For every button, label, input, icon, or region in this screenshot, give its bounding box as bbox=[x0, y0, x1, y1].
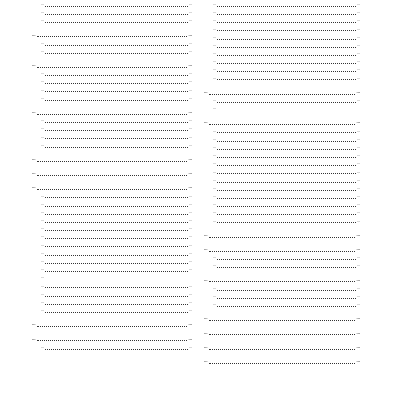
toc-dot-leader bbox=[45, 122, 188, 123]
toc-dot-leader bbox=[217, 182, 356, 183]
toc-page-number: … bbox=[188, 48, 192, 53]
toc-entry bbox=[204, 25, 360, 33]
toc-dot-leader bbox=[217, 259, 356, 260]
toc-dot-leader bbox=[209, 320, 356, 321]
toc-entry-title: … bbox=[41, 250, 45, 255]
toc-entry-title: … bbox=[41, 71, 45, 76]
toc-entry bbox=[32, 257, 192, 265]
toc-dot-leader bbox=[209, 237, 356, 238]
toc-dot-leader bbox=[45, 130, 188, 131]
toc-dot-leader bbox=[217, 30, 356, 31]
toc-page-number: … bbox=[188, 87, 192, 92]
toc-page-number: … bbox=[188, 226, 192, 231]
toc-entry-title: … bbox=[213, 128, 217, 133]
toc-dot-leader bbox=[37, 189, 188, 190]
toc-entry-title: … bbox=[213, 293, 217, 298]
toc-entry-title: … bbox=[41, 283, 45, 288]
toc-entry-title: … bbox=[213, 26, 217, 31]
toc-page-number: … bbox=[188, 18, 192, 23]
toc-entry-title: … bbox=[204, 88, 208, 94]
toc-entry-title: … bbox=[204, 276, 208, 282]
toc-page-number: … bbox=[356, 67, 360, 72]
toc-page-number: … bbox=[356, 1, 360, 6]
toc-dot-leader bbox=[209, 334, 356, 335]
toc-entry bbox=[204, 33, 360, 41]
toc-dot-leader bbox=[45, 230, 188, 231]
toc-page-number: … bbox=[356, 185, 360, 190]
toc-entry bbox=[204, 96, 360, 104]
toc-entry bbox=[204, 127, 360, 135]
toc-entry-title: … bbox=[213, 34, 217, 39]
toc-page-number: … bbox=[356, 161, 360, 166]
toc-entry-title: … bbox=[213, 18, 217, 23]
toc-dot-leader bbox=[45, 246, 188, 247]
toc-dot-leader bbox=[37, 340, 188, 341]
toc-entry bbox=[204, 66, 360, 74]
toc-entry-title: … bbox=[32, 155, 36, 161]
toc-page-number: … bbox=[188, 118, 192, 123]
toc-entry bbox=[32, 8, 192, 16]
toc-entry bbox=[204, 184, 360, 192]
toc-page-number: … bbox=[356, 231, 360, 237]
toc-entry bbox=[204, 104, 360, 112]
toc-dot-leader bbox=[45, 75, 188, 76]
toc-page-number: … bbox=[356, 276, 360, 282]
toc-dot-leader bbox=[45, 14, 188, 15]
toc-entry bbox=[32, 78, 192, 86]
toc-entry-title: … bbox=[41, 308, 45, 313]
toc-dot-leader bbox=[45, 222, 188, 223]
toc-entry-title: … bbox=[32, 184, 36, 190]
toc-section-heading bbox=[32, 320, 192, 328]
toc-entry bbox=[32, 94, 192, 102]
toc-dot-leader bbox=[209, 94, 356, 95]
toc-entry-title: … bbox=[32, 31, 36, 37]
toc-dot-leader bbox=[45, 138, 188, 139]
toc-dot-leader bbox=[45, 214, 188, 215]
toc-entry bbox=[32, 224, 192, 232]
toc-entry bbox=[204, 168, 360, 176]
toc-dot-leader bbox=[45, 271, 188, 272]
toc-page-number: … bbox=[188, 299, 192, 304]
toc-dot-leader bbox=[217, 47, 356, 48]
toc-dot-leader bbox=[209, 363, 356, 364]
toc-section-heading bbox=[204, 314, 360, 322]
toc-page-number: … bbox=[356, 18, 360, 23]
toc-entry-title: … bbox=[41, 259, 45, 264]
toc-dot-leader bbox=[37, 161, 188, 162]
toc-entry-title: … bbox=[213, 263, 217, 268]
toc-entry-title: … bbox=[213, 255, 217, 260]
toc-dot-leader bbox=[45, 238, 188, 239]
toc-entry-title: … bbox=[41, 267, 45, 272]
toc-dot-leader bbox=[217, 39, 356, 40]
toc-entry-title: … bbox=[32, 62, 36, 68]
toc-section-heading bbox=[32, 31, 192, 39]
toc-entry bbox=[32, 298, 192, 306]
toc-dot-leader bbox=[217, 222, 356, 223]
toc-entry-title: … bbox=[213, 51, 217, 56]
toc-entry bbox=[32, 16, 192, 24]
toc-dot-leader bbox=[217, 214, 356, 215]
toc-section-heading bbox=[32, 335, 192, 343]
toc-entry bbox=[32, 233, 192, 241]
toc-dot-leader bbox=[209, 251, 356, 252]
toc-section-heading bbox=[204, 343, 360, 351]
toc-page-number: … bbox=[188, 10, 192, 15]
toc-page-number: … bbox=[356, 119, 360, 125]
toc-page-number: … bbox=[356, 42, 360, 47]
toc-entry-title: … bbox=[41, 209, 45, 214]
toc-entry-title: … bbox=[213, 67, 217, 72]
toc-dot-leader bbox=[217, 206, 356, 207]
toc-entry-title: … bbox=[213, 98, 217, 103]
toc-dot-leader bbox=[45, 263, 188, 264]
toc-page-number: … bbox=[356, 26, 360, 31]
toc-page-number: … bbox=[188, 134, 192, 139]
toc-page-number: … bbox=[356, 194, 360, 199]
toc-entry bbox=[204, 74, 360, 82]
toc-entry-title: … bbox=[41, 142, 45, 147]
toc-page-number: … bbox=[356, 144, 360, 149]
toc-page-number: … bbox=[188, 308, 192, 313]
toc-dot-leader bbox=[45, 287, 188, 288]
toc-dot-leader bbox=[217, 298, 356, 299]
toc-page-number: … bbox=[188, 259, 192, 264]
toc-entry-title: … bbox=[32, 109, 36, 115]
toc-entry bbox=[204, 192, 360, 200]
toc-entry bbox=[32, 192, 192, 200]
toc-page-number: … bbox=[188, 109, 192, 115]
toc-page-number: … bbox=[188, 1, 192, 6]
toc-section-heading bbox=[204, 88, 360, 96]
toc-dot-leader bbox=[217, 141, 356, 142]
toc-dot-leader bbox=[217, 6, 356, 7]
toc-dot-leader bbox=[45, 6, 188, 7]
toc-entry bbox=[32, 69, 192, 77]
toc-dot-leader bbox=[37, 36, 188, 37]
toc-entry bbox=[32, 290, 192, 298]
toc-dot-leader bbox=[45, 83, 188, 84]
toc-page-number: … bbox=[188, 95, 192, 100]
toc-entry bbox=[32, 216, 192, 224]
toc-page-number: … bbox=[356, 169, 360, 174]
toc-entry bbox=[204, 292, 360, 300]
toc-dot-leader bbox=[37, 326, 188, 327]
toc-entry bbox=[32, 265, 192, 273]
toc-entry-title: … bbox=[213, 136, 217, 141]
toc-entry-title: … bbox=[213, 185, 217, 190]
toc-entry-title: … bbox=[41, 10, 45, 15]
toc-page-number: … bbox=[188, 71, 192, 76]
toc-entry-title: … bbox=[41, 126, 45, 131]
toc-dot-leader bbox=[209, 349, 356, 350]
toc-entry-title: … bbox=[41, 226, 45, 231]
toc-page-number: … bbox=[188, 184, 192, 190]
toc-page-number: … bbox=[356, 218, 360, 223]
toc-entry-title: … bbox=[41, 234, 45, 239]
toc-entry bbox=[32, 124, 192, 132]
toc-entry-title: … bbox=[204, 357, 208, 363]
toc-entry bbox=[204, 8, 360, 16]
toc-entry-title: … bbox=[213, 302, 217, 307]
toc-entry-title: … bbox=[32, 321, 36, 327]
toc-entry bbox=[204, 143, 360, 151]
toc-page-number: … bbox=[356, 128, 360, 133]
toc-dot-leader bbox=[217, 173, 356, 174]
toc-dot-leader bbox=[217, 190, 356, 191]
toc-left-column bbox=[32, 0, 192, 351]
toc-page-number: … bbox=[188, 201, 192, 206]
toc-page-number: … bbox=[188, 155, 192, 161]
toc-page-number: … bbox=[356, 285, 360, 290]
toc-entry-title: … bbox=[204, 329, 208, 335]
toc-entry-title: … bbox=[41, 1, 45, 6]
toc-page-number: … bbox=[188, 31, 192, 37]
toc-entry bbox=[204, 0, 360, 8]
toc-page-number: … bbox=[188, 250, 192, 255]
toc-entry bbox=[204, 253, 360, 261]
toc-dot-leader bbox=[45, 91, 188, 92]
toc-section-heading bbox=[32, 183, 192, 191]
toc-section-heading bbox=[32, 169, 192, 177]
toc-section-heading bbox=[204, 276, 360, 284]
toc-page-number: … bbox=[356, 51, 360, 56]
toc-entry-title: … bbox=[41, 275, 45, 280]
toc-page-number: … bbox=[188, 267, 192, 272]
toc-dot-leader bbox=[217, 71, 356, 72]
toc-page-number: … bbox=[356, 59, 360, 64]
toc-entry bbox=[32, 241, 192, 249]
toc-entry-title: … bbox=[41, 118, 45, 123]
toc-entry bbox=[32, 133, 192, 141]
toc-section-heading bbox=[204, 118, 360, 126]
toc-entry bbox=[204, 176, 360, 184]
toc-entry-title: … bbox=[41, 87, 45, 92]
toc-entry bbox=[204, 57, 360, 65]
toc-section-heading bbox=[32, 108, 192, 116]
toc-entry-title: … bbox=[213, 144, 217, 149]
toc-page-number: … bbox=[188, 170, 192, 176]
toc-entry-title: … bbox=[41, 79, 45, 84]
toc-dot-leader bbox=[45, 304, 188, 305]
toc-dot-leader bbox=[45, 53, 188, 54]
toc-dot-leader bbox=[217, 22, 356, 23]
toc-entry-title: … bbox=[213, 285, 217, 290]
toc-section-heading bbox=[204, 231, 360, 239]
toc-page-number: … bbox=[356, 136, 360, 141]
toc-entry bbox=[32, 273, 192, 281]
toc-entry-title: … bbox=[213, 210, 217, 215]
toc-dot-leader bbox=[45, 296, 188, 297]
toc-entry-title: … bbox=[213, 106, 217, 111]
toc-page-number: … bbox=[188, 234, 192, 239]
toc-dot-leader bbox=[37, 175, 188, 176]
toc-entry bbox=[204, 159, 360, 167]
toc-entry bbox=[32, 249, 192, 257]
toc-section-heading bbox=[204, 329, 360, 337]
toc-dot-leader bbox=[217, 149, 356, 150]
toc-entry-title: … bbox=[41, 95, 45, 100]
toc-dot-leader bbox=[209, 281, 356, 282]
toc-entry-title: … bbox=[213, 1, 217, 6]
toc-right-column bbox=[204, 0, 360, 365]
toc-page-number: … bbox=[188, 62, 192, 68]
toc-entry bbox=[32, 200, 192, 208]
toc-page-number: … bbox=[356, 88, 360, 94]
toc-page-number: … bbox=[188, 142, 192, 147]
toc-dot-leader bbox=[45, 349, 188, 350]
toc-entry bbox=[32, 306, 192, 314]
toc-entry-title: … bbox=[41, 18, 45, 23]
toc-section-heading bbox=[204, 245, 360, 253]
toc-entry-title: … bbox=[213, 42, 217, 47]
toc-page-number: … bbox=[356, 153, 360, 158]
toc-page-number: … bbox=[356, 246, 360, 252]
toc-entry-title: … bbox=[32, 170, 36, 176]
toc-page-number: … bbox=[356, 10, 360, 15]
toc-page-number: … bbox=[188, 40, 192, 45]
toc-entry bbox=[32, 0, 192, 8]
toc-entry-title: … bbox=[204, 315, 208, 321]
toc-page-number: … bbox=[356, 34, 360, 39]
toc-page-number: … bbox=[188, 193, 192, 198]
toc-entry bbox=[204, 41, 360, 49]
toc-dot-leader bbox=[217, 157, 356, 158]
toc-page-number: … bbox=[356, 210, 360, 215]
toc-dot-leader bbox=[217, 132, 356, 133]
toc-section-heading bbox=[32, 155, 192, 163]
toc-entry-title: … bbox=[213, 10, 217, 15]
toc-page-number: … bbox=[188, 291, 192, 296]
toc-entry-title: … bbox=[204, 231, 208, 237]
toc-page-number: … bbox=[188, 321, 192, 327]
toc-entry-title: … bbox=[213, 202, 217, 207]
toc-entry-title: … bbox=[41, 201, 45, 206]
toc-entry-title: … bbox=[204, 246, 208, 252]
toc-entry bbox=[32, 208, 192, 216]
toc-entry-title: … bbox=[41, 291, 45, 296]
toc-dot-leader bbox=[37, 67, 188, 68]
toc-entry-title: … bbox=[32, 335, 36, 341]
toc-section-heading bbox=[204, 357, 360, 365]
toc-entry bbox=[32, 39, 192, 47]
toc-entry bbox=[204, 49, 360, 57]
toc-entry-title: … bbox=[41, 299, 45, 304]
toc-entry-title: … bbox=[41, 48, 45, 53]
toc-dot-leader bbox=[45, 22, 188, 23]
toc-entry bbox=[204, 151, 360, 159]
toc-entry bbox=[204, 217, 360, 225]
toc-entry-title: … bbox=[213, 153, 217, 158]
toc-dot-leader bbox=[217, 198, 356, 199]
toc-entry-title: … bbox=[213, 194, 217, 199]
toc-dot-leader bbox=[45, 312, 188, 313]
toc-page-number: … bbox=[188, 218, 192, 223]
toc-entry bbox=[32, 47, 192, 55]
toc-entry bbox=[32, 343, 192, 351]
toc-page-number: … bbox=[356, 263, 360, 268]
toc-entry-title: … bbox=[41, 242, 45, 247]
toc-page-number: … bbox=[188, 242, 192, 247]
toc-dot-leader bbox=[217, 14, 356, 15]
toc-page-number: … bbox=[356, 75, 360, 80]
toc-page-number: … bbox=[356, 293, 360, 298]
toc-dot-leader bbox=[217, 55, 356, 56]
toc-entry bbox=[204, 284, 360, 292]
toc-dot-leader bbox=[37, 114, 188, 115]
toc-entry-title: … bbox=[41, 134, 45, 139]
toc-entry bbox=[204, 200, 360, 208]
toc-entry bbox=[204, 135, 360, 143]
toc-page-number: … bbox=[356, 357, 360, 363]
toc-page-number: … bbox=[356, 302, 360, 307]
toc-entry bbox=[204, 261, 360, 269]
toc-dot-leader bbox=[217, 290, 356, 291]
toc-dot-leader bbox=[217, 267, 356, 268]
toc-page-number: … bbox=[356, 255, 360, 260]
toc-entry-title: … bbox=[213, 75, 217, 80]
toc-entry bbox=[32, 86, 192, 94]
toc-page-number: … bbox=[188, 335, 192, 341]
toc-entry bbox=[204, 16, 360, 24]
toc-dot-leader bbox=[45, 206, 188, 207]
toc-entry-title: … bbox=[204, 119, 208, 125]
toc-entry-title: … bbox=[41, 218, 45, 223]
toc-dot-leader bbox=[45, 197, 188, 198]
toc-dot-leader bbox=[217, 306, 356, 307]
toc-entry bbox=[32, 282, 192, 290]
toc-dot-leader bbox=[45, 45, 188, 46]
toc-entry-title: … bbox=[41, 344, 45, 349]
toc-page-number: … bbox=[188, 79, 192, 84]
toc-entry-title: … bbox=[204, 343, 208, 349]
toc-page-number: … bbox=[356, 202, 360, 207]
toc-entry-title: … bbox=[213, 59, 217, 64]
toc-dot-leader bbox=[45, 147, 188, 148]
toc-entry-title: … bbox=[41, 40, 45, 45]
toc-page-number: … bbox=[356, 343, 360, 349]
toc-entry bbox=[204, 209, 360, 217]
toc-dot-leader bbox=[209, 124, 356, 125]
toc-page-number: … bbox=[188, 209, 192, 214]
toc-dot-leader bbox=[217, 79, 356, 80]
toc-page-number: … bbox=[356, 177, 360, 182]
toc-entry-title: … bbox=[213, 177, 217, 182]
toc-entry-title: … bbox=[213, 218, 217, 223]
toc-page-number: … bbox=[356, 329, 360, 335]
toc-page-number: … bbox=[188, 344, 192, 349]
toc-dot-leader bbox=[217, 63, 356, 64]
toc-page-number: … bbox=[188, 283, 192, 288]
toc-page-number: … bbox=[356, 98, 360, 103]
toc-entry bbox=[204, 300, 360, 308]
toc-dot-leader bbox=[217, 102, 356, 103]
toc-dot-leader bbox=[45, 100, 188, 101]
toc-dot-leader bbox=[217, 165, 356, 166]
toc-entry-title: … bbox=[213, 161, 217, 166]
toc-entry-title: … bbox=[213, 169, 217, 174]
toc-section-heading bbox=[32, 61, 192, 69]
toc-entry bbox=[32, 116, 192, 124]
toc-dot-leader bbox=[45, 255, 188, 256]
toc-page-number: … bbox=[356, 315, 360, 321]
toc-page-number: … bbox=[188, 126, 192, 131]
toc-entry bbox=[32, 141, 192, 149]
toc-entry-title: … bbox=[41, 193, 45, 198]
